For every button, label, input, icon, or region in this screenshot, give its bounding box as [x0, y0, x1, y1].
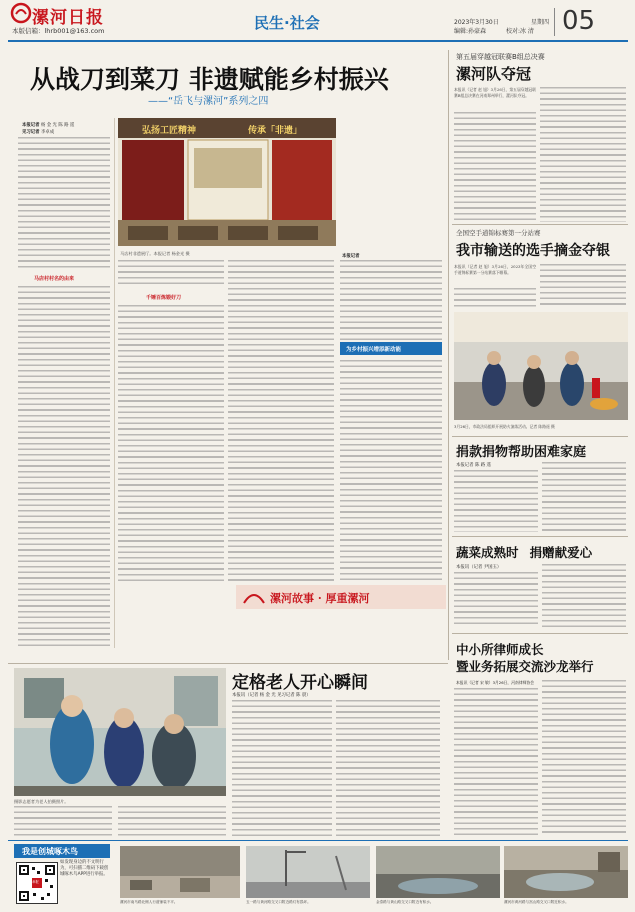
- feature-text-col2b: [118, 305, 224, 583]
- masthead-weekday: 星期四: [531, 19, 550, 26]
- promo-caption-3: 金泰路与黄山路交叉口附近有积水。: [376, 900, 434, 904]
- promo-photo-1: [120, 846, 240, 898]
- donation-headline: 捐款捐物帮助困难家庭: [456, 445, 587, 460]
- lawyer-headline-b: 暨业务拓展交流沙龙举行: [456, 659, 594, 674]
- vegetable-headline-b: 捐赠献爱心: [529, 545, 593, 560]
- lawyer-text-col1: [454, 688, 538, 836]
- promo-qr-label: 扫码举报: [26, 880, 39, 884]
- lawyer-byline: 本报讯（记者 宋 敏）3月26日，河南律师协会: [456, 680, 535, 685]
- vegetable-top-rule: [452, 536, 628, 537]
- elderly-text-col2: [232, 700, 332, 838]
- feature-subhead-3: 为乡村振兴增添新动能: [346, 347, 402, 353]
- promo-photo-4: [504, 846, 628, 898]
- section-title: 民生·社会: [254, 14, 320, 32]
- elderly-byline: 本报讯（记者 杨 金 光 见习记者 陈 晨）: [232, 693, 311, 698]
- lawyer-text-col2: [542, 680, 626, 836]
- karate-kicker: 全国空手道锦标赛第一分站赛: [456, 229, 541, 237]
- vegetable-text-col1: [454, 572, 538, 628]
- masthead-editor: 编辑:孙豪森: [454, 28, 487, 35]
- byline-names: 杨 金 光 陈 路 遥: [40, 123, 75, 128]
- team-text-col2: [540, 87, 626, 222]
- photo-sign-right: 传承「非遗」: [248, 126, 303, 136]
- elderly-text-col1b: [118, 806, 226, 836]
- story-banner: [236, 585, 446, 609]
- donation-text-col1: [454, 470, 538, 532]
- karate-text-col1: [454, 288, 536, 308]
- promo-caption-2: 五一路与黄河路交叉口附近路灯有损坏。: [246, 900, 311, 904]
- feature-subhead-1: 马店村村名的由来: [34, 276, 75, 282]
- feature-photo: [118, 118, 336, 246]
- team-text-col1: [454, 112, 536, 222]
- puddle-photo-illustration: [504, 846, 628, 898]
- logo-text: 漯河日报: [32, 8, 104, 28]
- donation-top-rule: [452, 436, 628, 437]
- elderly-text-col3: [336, 700, 440, 838]
- newspaper-logo: [10, 2, 110, 28]
- elderly-photo-illustration: [14, 668, 226, 796]
- promo-caption-1: 漯河市南马路北侧人行道铺装不平。: [120, 900, 178, 904]
- feature-byline-2: [22, 129, 54, 135]
- vegetable-headline-a: 蔬菜成熟时: [456, 545, 519, 560]
- byline-names-2: 李卓成: [40, 130, 55, 135]
- feature-photo-caption: 马店村非遗展厅。本报记者 杨金光 摄: [120, 251, 190, 256]
- feature-col4-byline: [342, 253, 360, 259]
- feature-text-col4a: [340, 260, 442, 340]
- vegetable-headline: [456, 542, 592, 561]
- byline-lead: 本报记者: [22, 123, 40, 128]
- feature-headline: 从战刀到菜刀 非遗赋能乡村振兴: [30, 65, 389, 94]
- feature-text-col1a: [18, 137, 110, 271]
- vegetable-text-col2: [542, 564, 626, 628]
- fire-drill-illustration: [454, 312, 628, 420]
- elderly-headline: 定格老人开心瞬间: [232, 673, 368, 693]
- team-kicker: 第五届穿越冠联赛B组总决赛: [456, 53, 545, 61]
- feature-text-col1b: [18, 286, 110, 650]
- promo-title: 我是创城啄木鸟: [22, 847, 78, 856]
- fire-drill-caption: 3月26日，市政法局组织开展防火演练活动。记者 陈路遥 摄: [454, 424, 555, 429]
- team-headline: 漯河队夺冠: [456, 65, 532, 83]
- promo-photo-3: [376, 846, 500, 898]
- streetlight-photo-illustration: [246, 846, 370, 898]
- column-rule-1: [114, 118, 115, 648]
- elderly-text-col1: [14, 806, 112, 836]
- elderly-top-rule: [8, 663, 448, 664]
- feature-byline: [22, 122, 74, 128]
- feature-subhead-3-box: [340, 342, 442, 355]
- promo-top-rule: [8, 840, 628, 841]
- masthead-date: 2023年3月30日: [454, 19, 499, 26]
- column-rule-main: [448, 50, 449, 660]
- vegetable-byline: 本报讯（记者 尹国玉）: [456, 565, 502, 570]
- photo-sign-left: 弘扬工匠精神: [142, 126, 197, 136]
- masthead-email: 本版信箱：lhrb001@163.com: [12, 27, 105, 35]
- promo-caption-4: 漯河市黄河路与嵩山路交叉口附近积水。: [504, 900, 569, 904]
- lawyer-headline-a: 中小所律师成长: [456, 642, 544, 657]
- byline-lead-col4: 本报记者: [342, 254, 360, 259]
- karate-text-col2: [540, 264, 626, 308]
- feature-text-col3: [228, 260, 334, 583]
- banner-ornament-icon: [240, 585, 268, 609]
- lawyer-top-rule: [452, 633, 628, 634]
- page-number: 05: [562, 6, 596, 36]
- promo-qr-code[interactable]: [16, 862, 58, 904]
- promo-text: 如发现身边的不文明行为，可扫描二维码下载创城啄木鸟APP进行举报。: [60, 860, 109, 877]
- story-banner-text: 漯河故事 · 厚重漯河: [270, 592, 370, 605]
- elderly-photo: [14, 668, 226, 796]
- promo-photo-2: [246, 846, 370, 898]
- elderly-photo-caption: 摄影志愿者为老人拍摄照片。: [14, 799, 69, 804]
- donation-text-col2: [542, 462, 626, 532]
- masthead-rule: [8, 40, 628, 42]
- feature-text-col4b: [340, 360, 442, 584]
- exhibition-hall-illustration: [118, 118, 336, 246]
- water-photo-illustration: [376, 846, 500, 898]
- fire-drill-photo: [454, 312, 628, 420]
- team-lead: 本报讯（记者 赵 旭）3月26日，第五届穿越冠联赛B组总决赛在河南郑州举行，漯河队夺冠。: [454, 87, 536, 98]
- logo-mark-icon: [10, 2, 32, 24]
- donation-byline: 本报记者 陈 路 遥: [456, 463, 491, 468]
- karate-lead: 本报讯（记者 赵 旭）3月26日，2023年全国空手道锦标赛第一分站赛落下帷幕。: [454, 264, 536, 275]
- masthead-divider: [554, 8, 555, 36]
- masthead: [0, 0, 635, 40]
- feature-text-col2a: [118, 260, 224, 288]
- karate-top-rule: [452, 224, 628, 225]
- feature-subhead-2: 千锤百炼锻好刀: [146, 295, 182, 301]
- byline-lead-2: 见习记者: [22, 130, 40, 135]
- karate-headline: 我市输送的选手摘金夺银: [456, 243, 610, 259]
- sidewalk-photo-illustration: [120, 846, 240, 898]
- feature-series: ——“岳飞与漯河”系列之四: [148, 96, 269, 107]
- promo-title-box: [14, 844, 110, 858]
- masthead-proof: 校对:冰 清: [506, 28, 534, 35]
